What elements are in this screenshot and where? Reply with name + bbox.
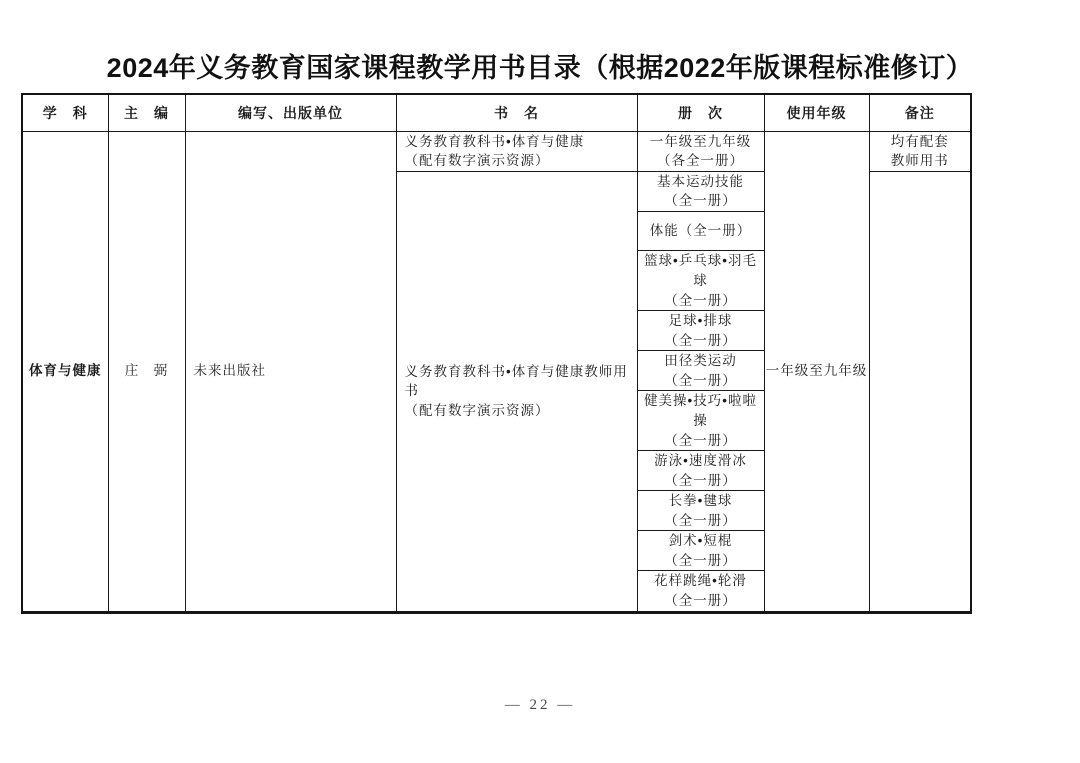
volume-cell <box>637 211 764 251</box>
header-publisher: 编写、出版单位 <box>185 94 396 131</box>
volume-line: 花样跳绳•轮滑 <box>654 573 747 589</box>
book-name-line: （配有数字演示资源） <box>404 402 550 418</box>
table-row <box>22 131 971 171</box>
volume-line: 足球•排球 <box>668 313 733 329</box>
volume-line: （全一册） <box>664 372 737 388</box>
note-cell <box>869 131 971 171</box>
book-name-line: 义务教育教科书•体育与健康教师用书 <box>404 363 628 399</box>
volume-cell <box>637 391 764 451</box>
volume-cell <box>637 311 764 351</box>
volume-line: 长拳•毽球 <box>668 493 733 509</box>
teacher-book-name-cell <box>396 171 637 612</box>
textbook-catalog-table <box>21 93 972 614</box>
volume-line: （全一册） <box>664 512 737 528</box>
volume-cell <box>637 451 764 491</box>
volume-cell <box>637 531 764 571</box>
note-line: 教师用书 <box>890 153 949 169</box>
book-name-line: （配有数字演示资源） <box>404 153 550 169</box>
header-grade: 使用年级 <box>764 94 869 131</box>
volume-line: 基本运动技能 <box>657 173 744 189</box>
volume-cell <box>637 131 764 171</box>
note-cell-empty <box>869 171 971 612</box>
header-subject: 学 科 <box>22 94 108 131</box>
volume-line: 体能（全一册） <box>649 223 752 239</box>
volume-cell <box>637 491 764 531</box>
volume-line: （全一册） <box>664 552 737 568</box>
volume-line: 剑术•短棍 <box>668 533 733 549</box>
header-editor: 主 编 <box>108 94 185 131</box>
student-book-name-cell <box>396 131 637 171</box>
header-book-name: 书 名 <box>396 94 637 131</box>
volume-line: 田径类运动 <box>664 353 737 369</box>
volume-line: （全一册） <box>664 292 737 308</box>
volume-line: 篮球•乒乓球•羽毛球 <box>644 253 757 288</box>
page-title: 2024年义务教育国家课程教学用书目录（根据2022年版课程标准修订） <box>106 53 974 83</box>
note-line: 均有配套 <box>890 133 949 149</box>
volume-cell <box>637 171 764 211</box>
volume-line: （全一册） <box>664 432 737 448</box>
publisher-cell: 未来出版社 <box>185 131 396 612</box>
volume-line: （全一册） <box>664 593 737 608</box>
editor-cell: 庄 弼 <box>108 131 185 612</box>
table-header-row <box>22 94 971 131</box>
volume-line: （全一册） <box>664 193 737 209</box>
volume-line: （全一册） <box>664 332 737 348</box>
header-volume: 册 次 <box>637 94 764 131</box>
volume-line: 游泳•速度滑冰 <box>654 453 747 469</box>
volume-cell <box>637 351 764 391</box>
book-name-line: 义务教育教科书•体育与健康 <box>404 133 585 149</box>
volume-cell <box>637 571 764 612</box>
subject-cell: 体育与健康 <box>22 131 108 612</box>
volume-line: 一年级至九年级 <box>649 133 752 149</box>
volume-line: （各全一册） <box>657 153 744 169</box>
page-number: — 22 — <box>504 697 576 713</box>
header-note: 备注 <box>869 94 971 131</box>
volume-cell <box>637 251 764 311</box>
volume-line: 健美操•技巧•啦啦操 <box>644 393 757 428</box>
grade-cell: 一年级至九年级 <box>764 131 869 612</box>
volume-line: （全一册） <box>664 472 737 488</box>
